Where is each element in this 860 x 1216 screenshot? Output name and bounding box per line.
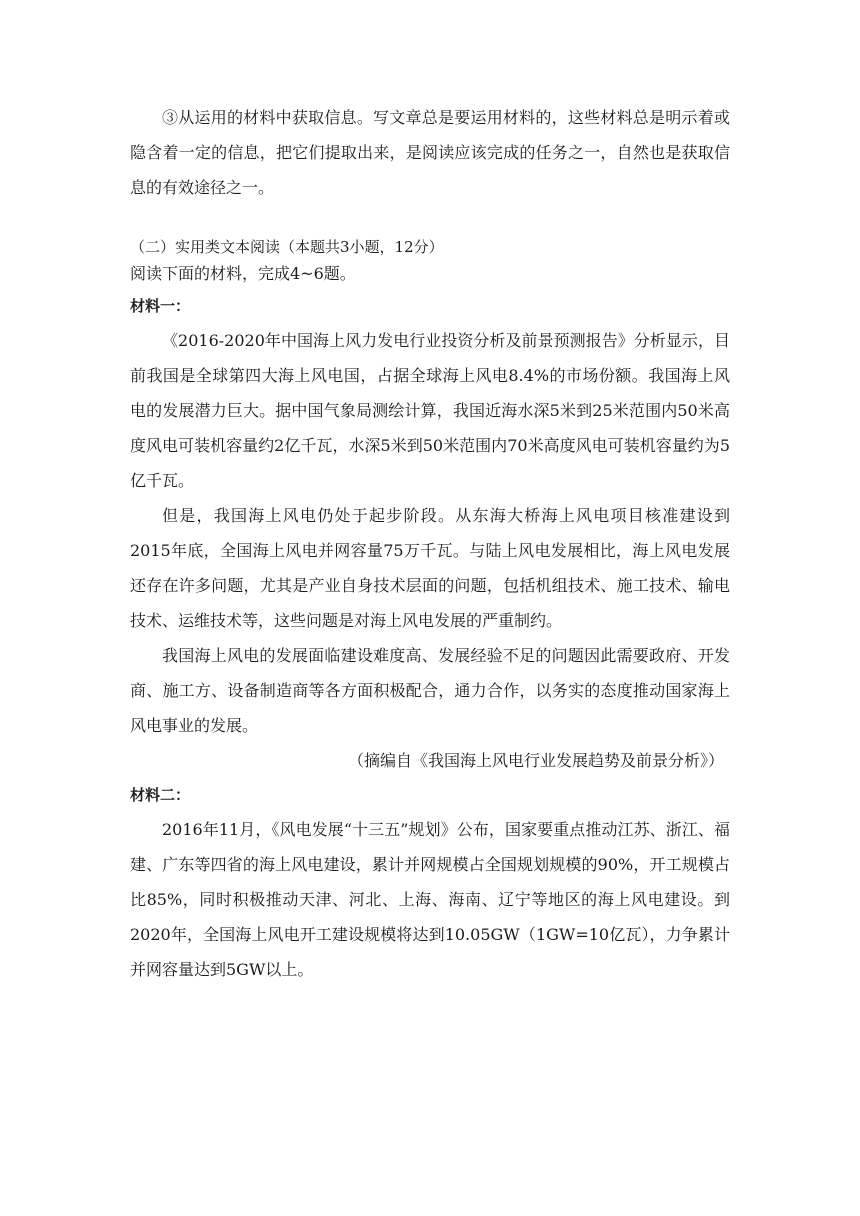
section-2-title: （二）实用类文本阅读（本题共3小题，12分）	[130, 238, 444, 256]
material-2-paragraph: 2016年11月，《风电发展“十三五”规划》公布，国家要重点推动江苏、浙江、福建、广东等四省的海上风电建设，累计并网规模占全国规划规模的90%，开工规模占比85%，同时积极推动天津、河北、上海、海南、辽宁等地区的海上风电建设。到2020年，全国海上风电开工建设规模将达到10.05GW（1GW=10亿瓦），力争累计并网容量达到5GW以上。	[130, 820, 730, 979]
material-1-source: （摘编自《我国海上风电行业发展趋势及前景分析》）	[347, 751, 724, 770]
intro-point-3: ③从运用的材料中获取信息。写文章总是要运用材料的，这些材料总是明示着或隐含着一定的信息，把它们提取出来，是阅读应该完成的任务之一，自然也是获取信息的有效途径之一。	[130, 108, 730, 197]
document-page	[130, 100, 730, 987]
material-2-heading: 材料二：	[130, 786, 191, 804]
material-1-paragraph: 我国海上风电的发展面临建设难度高、发展经验不足的问题因此需要政府、开发商、施工方、设备制造商等各方面积极配合，通力合作，以务实的态度推动国家海上风电事业的发展。	[130, 646, 730, 735]
material-1-heading: 材料一：	[130, 297, 191, 315]
section-2-instruction: 阅读下面的材料，完成4~6题。	[130, 264, 356, 283]
section-spacer	[130, 205, 730, 235]
material-1-paragraph: 但是，我国海上风电仍处于起步阶段。从东海大桥海上风电项目核准建设到2015年底，全国海上风电并网容量75万千瓦。与陆上风电发展相比，海上风电发展还存在许多问题，尤其是产业自身技术层面的问题，包括机组技术、施工技术、输电技术、运维技术等，这些问题是对海上风电发展的严重制约。	[130, 506, 730, 630]
material-1-paragraph: 《2016-2020年中国海上风力发电行业投资分析及前景预测报告》分析显示，目前我国是全球第四大海上风电国，占据全球海上风电8.4%的市场份额。我国海上风电的发展潜力巨大。据中国气象局测绘计算，我国近海水深5米到25米范围内50米高度风电可装机容量约2亿千瓦，水深5米到50米范围内70米高度风电可装机容量约为5亿千瓦。	[130, 331, 730, 490]
